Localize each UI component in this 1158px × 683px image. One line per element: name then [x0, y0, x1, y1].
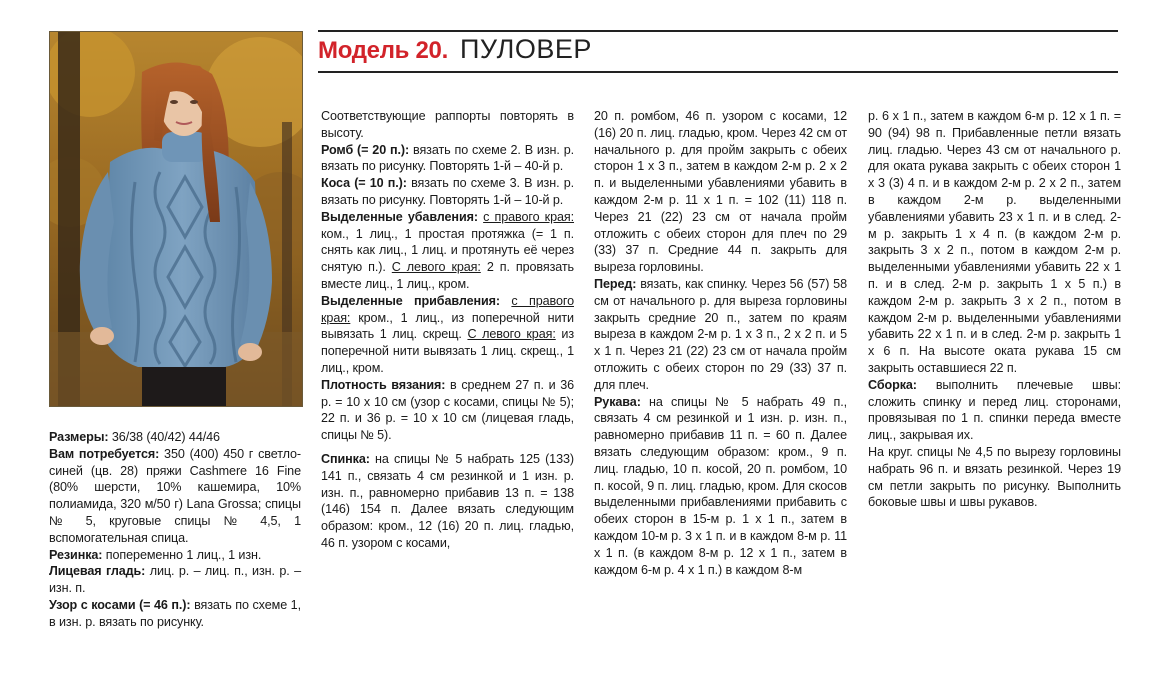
back-text: на спицы № 5 набрать 125 (133) 141 п., связать 4 см резинкой и 1 изн. р. изн. п., равномерно прибавив 13 п. = 138 (146) 154 п. Далее вязать следующим образом: кром., 12 (16) 20 п. лиц. гладью, 46 п. узором с косами, — [321, 451, 574, 550]
cable-paragraph — [321, 175, 574, 209]
sizes-text: 36/38 (40/42) 44/46 — [108, 430, 220, 444]
back-label: Спинка: — [321, 451, 370, 466]
cable-pattern-text: вязать по схеме 1, в изн. р. вязать по рисунку. — [49, 597, 301, 629]
assembly-paragraph — [868, 377, 1121, 444]
materials-text: 350 (400) 450 г светло-синей (цв. 28) пряжи Cashmere 16 Fine (80% шерсти, 10% кашемира, 10% полиамида, 320 м/50 г) Lana Grossa; спицы № 5, круговые спицы № 4,5, 1 вспомогательная спица. — [49, 446, 301, 545]
decreases-left-text: 2 п. провязать вместе лиц., 1 лиц., кром. — [321, 260, 574, 291]
text-column-2 — [321, 108, 574, 552]
rib-paragraph — [49, 547, 301, 564]
neckband-paragraph: На круг. спицы № 4,5 по вырезу горловины набрать 96 п. и вязать резинкой. Через 19 см петли закрыть по рисунку. Выполнить боковые швы и швы рукавов. — [868, 444, 1121, 510]
stockinette-paragraph — [49, 563, 301, 597]
front-text: вязать, как спинку. Через 56 (57) 58 см от начального р. для выреза горловины закрыть средние 20 п., затем по краям выреза в каждом 2-м р. 1 х 3 п., 2 х 2 п. и 5 х 1 п. Через 21 (22) 23 см от начала пройм отложить с обеих сторон по 29 (33) 37 п. для плеч. — [594, 276, 847, 392]
increases-left-text: из поперечной нити вывязать 1 лиц. скрещ., 1 лиц., кром. — [321, 327, 574, 375]
diamond-text: вязать по схеме 2. В изн. р. вязать по рисунку. Повторять 1-й – 40-й р. — [321, 142, 574, 174]
decreases-right-text: ком., 1 лиц., 1 простая протяжка (= 1 п. снять как лиц., 1 лиц. и протянуть её через снятую п.). — [321, 226, 574, 275]
header-bottom-rule — [318, 71, 1118, 73]
sizes-label: Размеры: — [49, 430, 109, 444]
rib-label: Резинка: — [49, 547, 103, 562]
materials-paragraph — [49, 446, 301, 547]
gauge-paragraph — [321, 377, 574, 444]
assembly-text: выполнить плечевые швы: сложить спинку и перед лиц. сторонами, провязывая по 1 п. спинки переда вместе лиц., закрывая их. — [868, 377, 1121, 443]
increases-paragraph — [321, 293, 574, 377]
front-label: Перед: — [594, 276, 637, 291]
cable-label: Коса (= 10 п.): — [321, 176, 407, 191]
sizes-paragraph — [49, 429, 301, 446]
diamond-paragraph — [321, 142, 574, 176]
gauge-text: в среднем 27 п. и 36 р. = 10 х 10 см (узор с косами, спицы № 5); 22 п. и 36 р. = 10 х 10 см (лицевая гладь, спицы № 5). — [321, 377, 574, 443]
text-column-4 — [868, 108, 1121, 511]
decreases-label: Выделенные убавления: — [321, 209, 478, 224]
back-paragraph — [321, 451, 574, 552]
sleeves-label: Рукава: — [594, 394, 641, 409]
stockinette-text: лиц. р. – лиц. п., изн. р. – изн. п. — [49, 564, 301, 596]
sleeves-continued-paragraph: р. 6 х 1 п., затем в каждом 6-м р. 12 х 1 п. = 90 (94) 98 п. Прибавленные петли вязать лиц. гладью. Через 43 см от начального р. для оката рукава закрыть с обеих сторон 1 х 3 (3) 4 п. и в каждом 2-м р. 2 х 2 п., затем в каждом 2-м р. выделенными убавлениями убавить 23 х 1 п. и в след. 2-м р. закрыть 1 х 4 п. (в каждом 2-м р. закрыть 3 х 2 п., потом в каждом 2-м р. выделенными убавлениями убавить 22 х 1 п. и в след. 2-м р. закрыть 1 х 5 п.) в каждом 2-м р. закрыть 3 х 2 п., потом в каждом 2-м р. выделенными убавлениями убавить 22 х 1 п. и в след. 2-м р. закрыть 1 х 6 п. На высоте оката рукава 15 см закрыть оставшиеся 22 п. — [868, 109, 1121, 375]
model-photo — [49, 31, 303, 407]
front-paragraph — [594, 276, 847, 394]
header-top-rule — [318, 30, 1118, 32]
sleeves-text: на спицы № 5 набрать 49 п., связать 4 см резинкой и 1 изн. р. изн. п., равномерно прибавив 11 п. = 60 п. Далее вязать следующим образом: кром., 9 п. лиц. гладью, 10 п. косой, 20 п. ромбом, 10 п. косой, 9 п. лиц. гладью, кром. Для скосов выделенными прибавлениями прибавить с обеих сторон в 15-м р. 1 х 1 п., затем в каждом 10-м р. 3 х 1 п. и в каждом 8-м р. 11 х 1 п. (в каждом 8-м р. 12 х 1 п., затем в каждом 6-м р. 4 х 1 п.) в каждом 8-м — [594, 394, 847, 577]
increases-right-edge: с правого края: — [321, 293, 574, 325]
decreases-left-edge: С левого края: — [391, 260, 481, 275]
cable-text: вязать по схеме 3. В изн. р. вязать по рисунку. Повторять 1-й – 10-й р. — [321, 176, 574, 207]
model-number: Модель 20. — [318, 37, 448, 64]
back-continued-paragraph: 20 п. ромбом, 46 п. узором с косами, 12 (16) 20 п. лиц. гладью, кром. Через 42 см от начального р. для пройм закрыть с обеих сторон 1 х 3 п., затем в каждом 2-м р. 2 х 2 п. и выделенными убавлениями убавить в каждом 2-м р. 11 х 1 п. = 102 (11) 118 п. Через 21 (22) 23 см от начала пройм отложить с обеих сторон для плеч по 29 (33) 37 п. Средние 44 п. закрыть для выреза горловины. — [594, 109, 847, 275]
materials-label: Вам потребуется: — [49, 446, 160, 461]
page-title: ПУЛОВЕР — [459, 34, 592, 64]
stockinette-label: Лицевая гладь: — [49, 564, 146, 579]
increases-right-text: кром., 1 лиц., из поперечной нити вывязать 1 лиц. скрещ. — [321, 310, 574, 342]
sleeves-paragraph — [594, 394, 847, 579]
decreases-right-edge: с правого края: — [483, 209, 575, 224]
repeat-paragraph: Соответствующие раппорты повторять в высоту. — [321, 109, 574, 140]
increases-left-edge: С левого края: — [467, 327, 556, 342]
paragraph-gap — [321, 444, 574, 451]
diamond-label: Ромб (= 20 п.): — [321, 142, 410, 157]
cable-pattern-paragraph — [49, 597, 301, 631]
page-header — [318, 34, 592, 68]
gauge-label: Плотность вязания: — [321, 377, 446, 392]
rib-text: попеременно 1 лиц., 1 изн. — [102, 547, 262, 562]
increases-label: Выделенные прибавления: — [321, 293, 500, 308]
text-column-3 — [594, 108, 847, 578]
decreases-paragraph — [321, 209, 574, 293]
assembly-label: Сборка: — [868, 377, 917, 392]
text-column-1 — [49, 429, 301, 631]
cable-pattern-label: Узор с косами (= 46 п.): — [49, 597, 191, 612]
